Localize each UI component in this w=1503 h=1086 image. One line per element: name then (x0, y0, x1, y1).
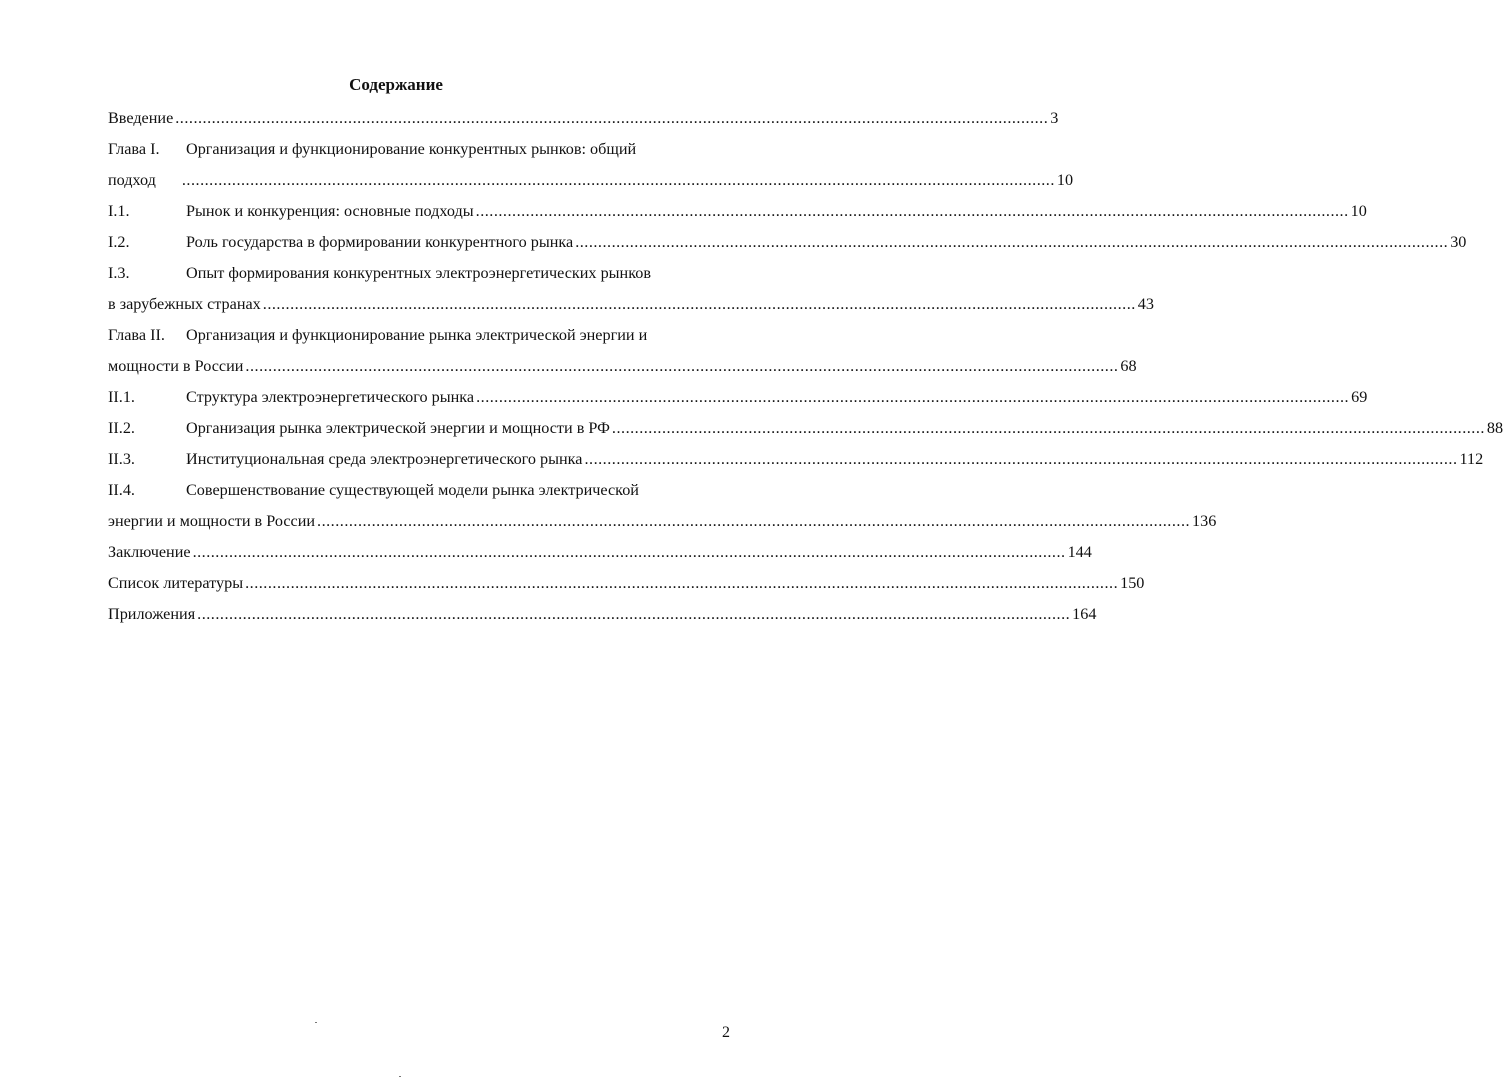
toc-entry-page: 150 (1120, 574, 1145, 592)
toc-entry-page: 43 (1137, 295, 1154, 313)
dot-leader: ................................................................................................................................................................................................ (584, 450, 1458, 468)
toc-entry-title-cont: мощности в России (108, 357, 244, 375)
toc-entry-section-2-1 (108, 385, 1368, 416)
toc-entry-page: 69 (1351, 388, 1368, 406)
toc-entry-number: I.2. (108, 233, 130, 251)
dot-leader: ................................................................................................................................................................................................ (611, 419, 1485, 437)
toc-entry-chapter-2 (108, 323, 747, 354)
toc-entry-number: II.2. (108, 419, 135, 437)
toc-entry-title: Организация и функционирование конкурентных рынков: общий (186, 140, 637, 158)
toc-entry-section-1-2 (108, 230, 1467, 261)
toc-entry-title: Введение (108, 109, 174, 127)
toc-entry-appendices (108, 602, 1097, 633)
toc-entry-chapter-1 (108, 137, 747, 168)
toc-entry-introduction (108, 106, 1059, 137)
dot-leader: ................................................................................................................................................................................................ (575, 233, 1449, 251)
toc-entry-title: Структура электроэнергетического рынка (186, 388, 475, 406)
toc-entry-section-1-3-cont (108, 292, 1154, 323)
toc-entry-number: II.1. (108, 388, 135, 406)
toc-entry-section-1-3 (108, 261, 747, 292)
toc-entry-title-cont: энергии и мощности в России (108, 512, 316, 530)
toc-entry-page: 10 (1350, 202, 1367, 220)
dot-leader: ................................................................................................................................................................................................ (245, 574, 1119, 592)
toc-entry-page: 164 (1072, 605, 1097, 623)
dot-leader: ................................................................................................................................................................................................ (475, 202, 1349, 220)
page-number: 2 (722, 1024, 730, 1041)
toc-entry-title: Совершенствование существующей модели рынка электрической (186, 481, 639, 499)
table-of-contents (108, 106, 1503, 633)
toc-entry-chapter-1-cont (108, 168, 1074, 199)
toc-entry-title: Список литературы (108, 574, 244, 592)
toc-entry-title: Организация рынка электрической энергии и мощности в РФ (186, 419, 610, 437)
toc-entry-chapter-2-cont (108, 354, 1137, 385)
toc-entry-page: 112 (1459, 450, 1484, 468)
dot-leader: ................................................................................................................................................................................................ (262, 295, 1136, 313)
toc-entry-number: II.4. (108, 481, 135, 499)
scan-speck (315, 1022, 317, 1023)
dot-leader: ................................................................................................................................................................................................ (317, 512, 1191, 530)
scan-speck (399, 1076, 401, 1077)
toc-entry-section-2-4-cont (108, 509, 1217, 540)
toc-entry-number: Глава I. (108, 140, 160, 158)
toc-entry-page: 88 (1486, 419, 1503, 437)
toc-entry-number: Глава II. (108, 326, 165, 344)
toc-entry-section-2-2 (108, 416, 1503, 447)
toc-entry-title-cont: подход (108, 171, 156, 189)
page-title: Содержание (349, 75, 443, 94)
toc-entry-page: 30 (1450, 233, 1467, 251)
toc-entry-page: 68 (1120, 357, 1137, 375)
dot-leader: ................................................................................................................................................................................................ (476, 388, 1350, 406)
toc-entry-page: 144 (1067, 543, 1092, 561)
toc-entry-number: II.3. (108, 450, 135, 468)
dot-leader: ................................................................................................................................................................................................ (245, 357, 1119, 375)
toc-entry-section-2-3 (108, 447, 1484, 478)
dot-leader: ................................................................................................................................................................................................ (197, 605, 1071, 623)
toc-entry-title: Организация и функционирование рынка электрической энергии и (186, 326, 648, 344)
toc-entry-title: Приложения (108, 605, 196, 623)
toc-entry-title: Институциональная среда электроэнергетического рынка (186, 450, 583, 468)
toc-entry-page: 136 (1192, 512, 1217, 530)
toc-entry-section-1-1 (108, 199, 1367, 230)
toc-entry-title: Опыт формирования конкурентных электроэнергетических рынков (186, 264, 651, 282)
toc-entry-number: I.1. (108, 202, 130, 220)
toc-entry-page: 3 (1050, 109, 1059, 127)
toc-entry-title: Роль государства в формировании конкурентного рынка (186, 233, 574, 251)
toc-entry-number: I.3. (108, 264, 130, 282)
toc-entry-references (108, 571, 1145, 602)
dot-leader: ................................................................................................................................................................................................ (192, 543, 1066, 561)
dot-leader: ................................................................................................................................................................................................ (181, 171, 1055, 189)
dot-leader: ................................................................................................................................................................................................ (175, 109, 1049, 127)
toc-entry-title-cont: в зарубежных странах (108, 295, 261, 313)
toc-entry-conclusion (108, 540, 1092, 571)
toc-entry-title: Рынок и конкуренция: основные подходы (186, 202, 474, 220)
toc-entry-title: Заключение (108, 543, 191, 561)
toc-entry-section-2-4 (108, 478, 747, 509)
toc-entry-page: 10 (1056, 171, 1074, 189)
